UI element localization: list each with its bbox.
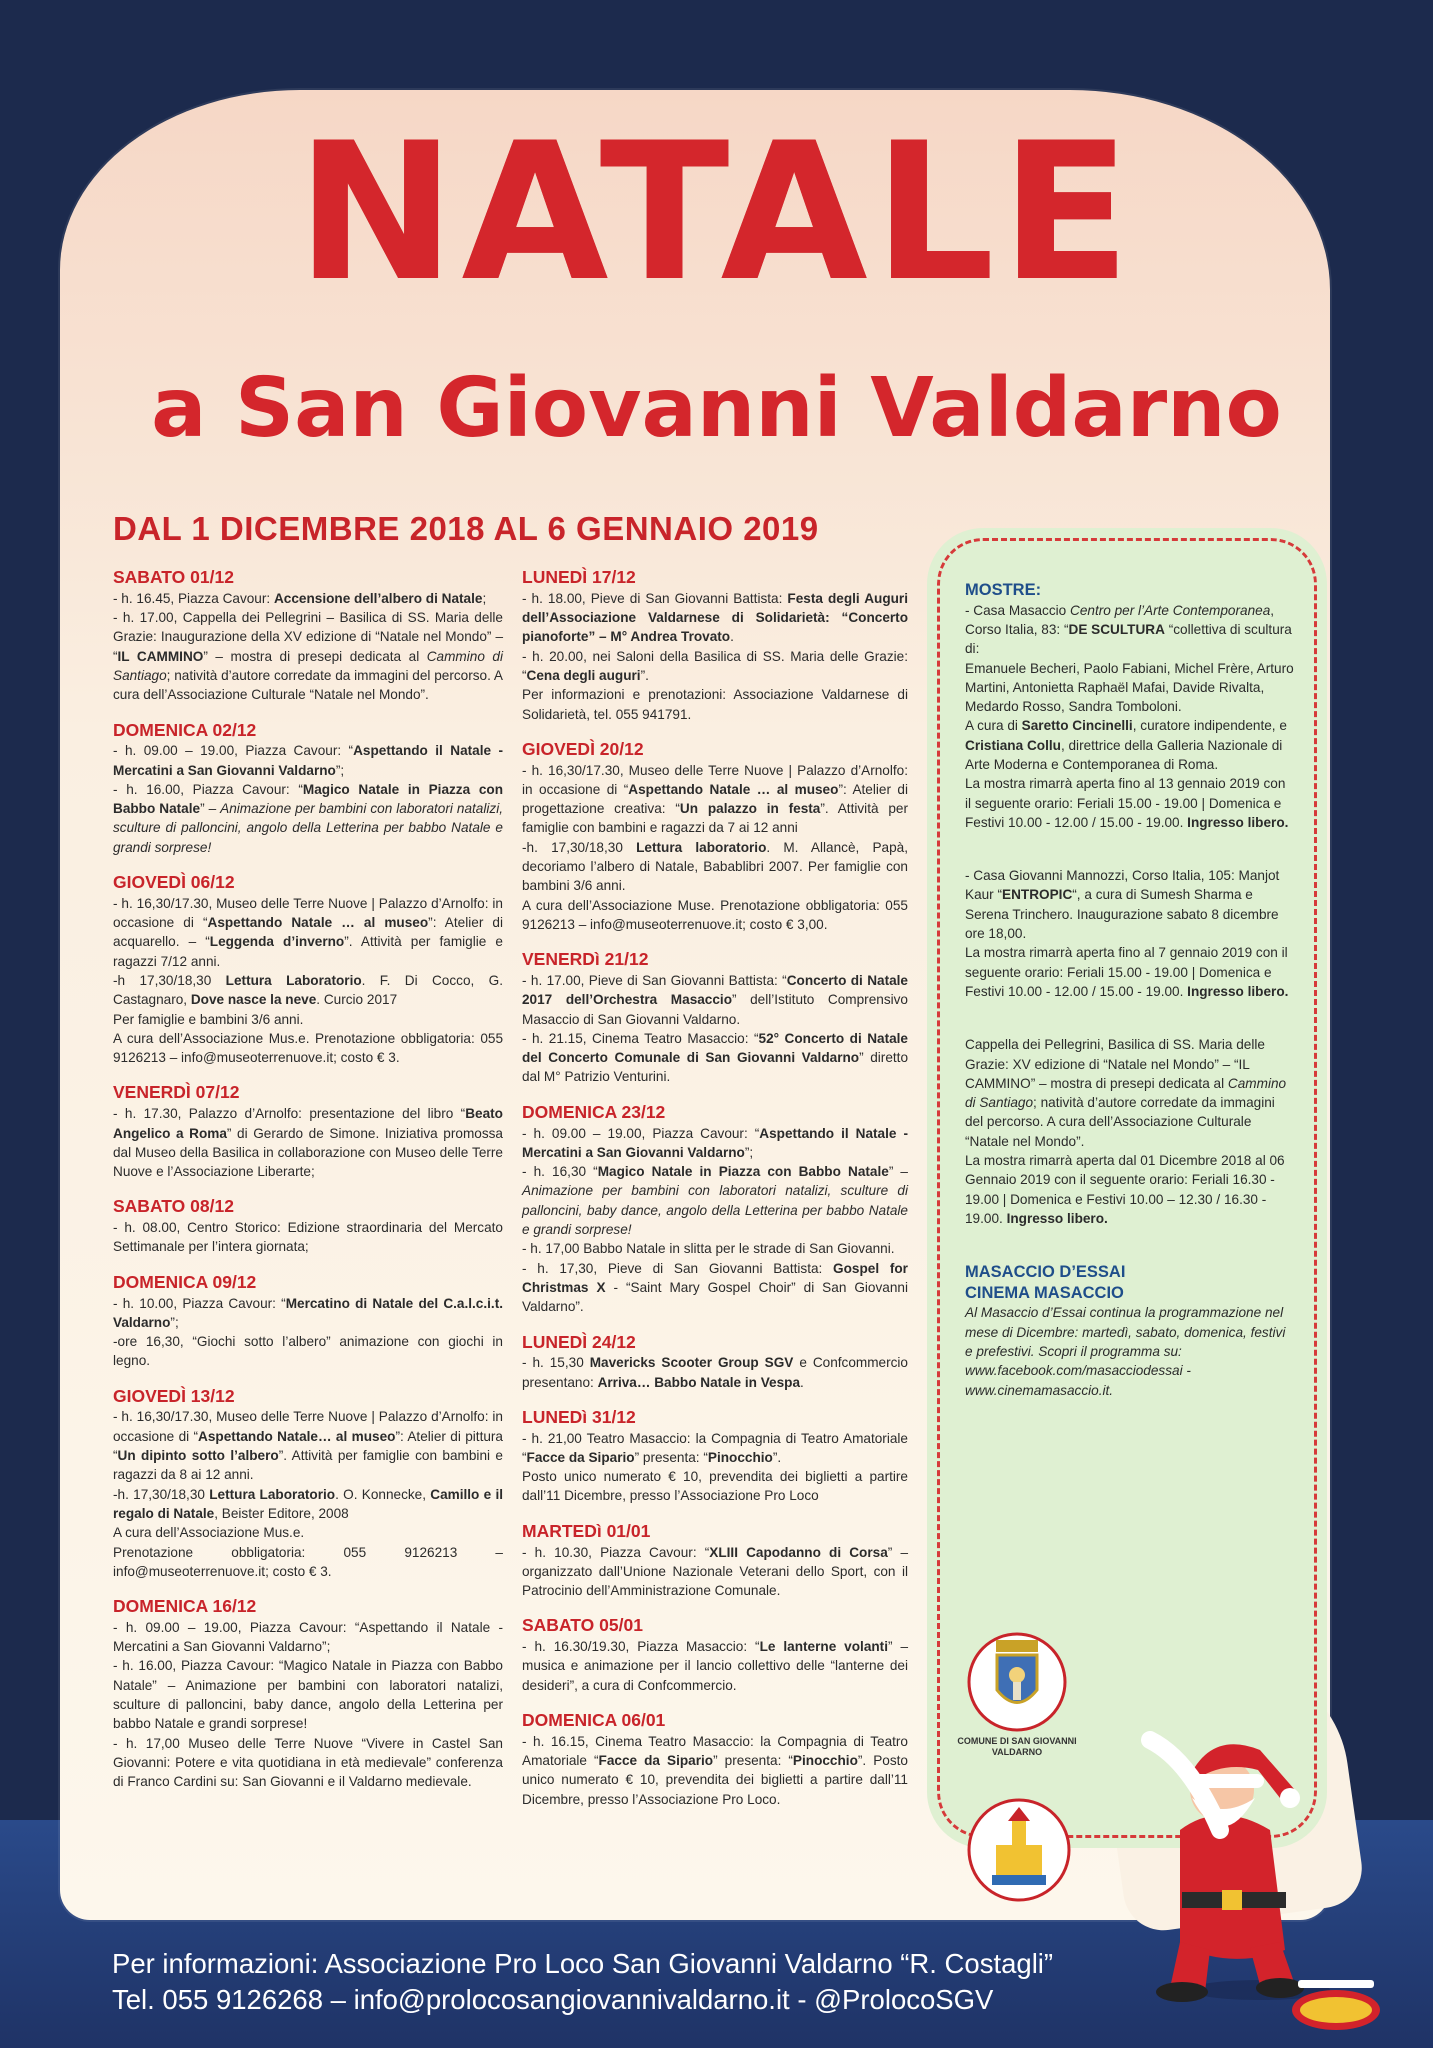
event-item — [522, 948, 908, 1087]
event-item — [113, 1081, 503, 1181]
event-date: DOMENICA 02/12 — [113, 719, 257, 740]
event-item — [522, 1520, 908, 1601]
event-date: LUNEDÌ 17/12 — [522, 567, 636, 587]
event-item — [113, 566, 503, 705]
event-description: - h. 16,30/17.30, Museo delle Terre Nuove | Palazzo d’Arnolfo: in occasione di “Aspettando Natale … al museo”: Atelier di progettazione creativa: “Un palazzo in festa”. Attività per famiglie con bambini e ragazzi da 7 ai 12 anni — [522, 762, 909, 836]
event-date: LUNEDÌ 24/12 — [522, 1331, 636, 1352]
event-description: - h. 17.00, Pieve di San Giovanni Battista: “Concerto di Natale 2017 dell’Orchestra Masaccio” dell’Istituto Comprensivo Masaccio di San Giovanni Valdarno. — [522, 973, 908, 1027]
event-item — [522, 566, 908, 724]
events-column-right — [522, 566, 908, 1823]
event-item — [113, 871, 503, 1067]
exhibition-text: Cappella dei Pellegrini, Basilica di SS. Maria delle Grazie: XV edizione di “Natale nel Mondo” – “IL CAMMINO” – mostra di presepi dedicata al Cammino di Santiago; natività d’autore corredate da immagini del percorso. A cura dell’Associazione Culturale “Natale nel Mondo”. La mostra rimarrà aperta dal 01 Dicembre 2018 al 06 Gennaio 2019 con il seguente orario: Feriali 16.30 - 19.00 | Domenica e Festivi 10.00 – 12.30 / 16.30 - 19.00. Ingresso libero. — [965, 1037, 1287, 1226]
event-date: SABATO 01/12 — [113, 567, 234, 587]
event-item — [113, 1595, 503, 1791]
exhibition-block — [965, 580, 1295, 832]
footer-line-2: Tel. 055 9126268 – info@prolocosangiovannivaldarno.it - @ProlocoSGV — [112, 1984, 994, 2016]
event-description: -h. 17,30/18,30 Lettura Laboratorio. O. Konnecke, Camillo e il regalo di Natale, Beister Editore, 2008 — [113, 1486, 504, 1521]
event-description: - h. 09.00 – 19.00, Piazza Cavour: “Aspettando il Natale - Mercatini a San Giovanni Valdarno”; — [522, 1125, 908, 1160]
exhibition-block — [965, 866, 1295, 1001]
event-date: LUNEDì 31/12 — [522, 1406, 636, 1427]
event-item — [522, 1406, 908, 1506]
proloco-logo-icon — [966, 1797, 1072, 1903]
footer-line-1: Per informazioni: Associazione Pro Loco San Giovanni Valdarno “R. Costagli” — [112, 1948, 1054, 1979]
event-description: - h. 18.00, Pieve di San Giovanni Battista: Festa degli Auguri dell’Associazione Valdarnese di Solidarietà: “Concerto pianoforte” – M° Andrea Trovato. — [522, 590, 908, 645]
event-description: - h. 09.00 – 19.00, Piazza Cavour: “Aspettando il Natale - Mercatini a San Giovanni Valdarno”; — [113, 743, 503, 778]
event-item — [113, 719, 503, 858]
event-item — [522, 738, 908, 934]
page-subtitle: a San Giovanni Valdarno — [151, 361, 1282, 456]
event-description: Prenotazione obbligatoria: 055 9126213 – info@museoterrenuove.it; costo € 3. — [113, 1544, 503, 1579]
date-range: DAL 1 DICEMBRE 2018 AL 6 GENNAIO 2019 — [113, 510, 819, 547]
event-item — [113, 1385, 503, 1581]
exhibition-text: - Casa Giovanni Mannozzi, Corso Italia, 105: Manjot Kaur “ENTROPIC“, a cura di Sumesh Sharma e Serena Trinchero. Inaugurazione sabato 8 dicembre ore 18,00. La mostra rimarrà aperta fino al 7 gennaio 2019 con il seguente orario: Feriali 15.00 - 19.00 | Domenica e Festivi 10.00 - 12.00 / 15.00 - 19.00. Ingresso libero. — [965, 868, 1289, 999]
printer-logo-icon — [1288, 1978, 1384, 2036]
event-description: - h. 15,30 Mavericks Scooter Group SGV e Confcommercio presentano: Arriva… Babbo Natale in Vespa. — [522, 1355, 908, 1390]
event-date: VENERDÌ 07/12 — [113, 1082, 240, 1103]
event-description: - h. 16.00, Piazza Cavour: “Magico Natale in Piazza con Babbo Natale” – Animazione per bambini con laboratori natalizi, sculture di palloncini, baby dance, angolo della Letterina per babbo Natale e grandi sorprese! — [113, 1658, 503, 1732]
exhibition-text: - Casa Masaccio Centro per l’Arte Contemporanea, Corso Italia, 83: “DE SCULTURA “collettiva di scultura di: Emanuele Becheri, Paolo Fabiani, Michel Frère, Arturo Martini, Antonietta Raphaël Mafai, Davide Rivalta, Medardo Rosso, Sandra Tomboloni. A cura di Saretto Cincinelli, curatore indipendente, e Cristiana Collu, direttrice della Galleria Nazionale di Arte Moderna e Contemporanea di Roma. La mostra rimarrà aperta fino al 13 gennaio 2019 con il seguente orario: Feriali 15.00 - 19.00 | Domenica e Festivi 10.00 - 12.00 / 15.00 - 19.00. Ingresso libero. — [965, 602, 1294, 830]
event-item — [522, 1709, 908, 1809]
event-description: - h. 16.15, Cinema Teatro Masaccio: la Compagnia di Teatro Amatoriale “Facce da Sipario” presenta: “Pinocchio”. Posto unico numerato € 10, prevendita dei biglietti a partire dall’11 Dicembre, presso l’Associazione Pro Loco. — [522, 1733, 908, 1807]
page-title: NATALE — [296, 102, 1137, 323]
event-item — [113, 1195, 503, 1256]
event-description: Posto unico numerato € 10, prevendita dei biglietti a partire dall’11 Dicembre, presso l’Associazione Pro Loco — [522, 1469, 908, 1504]
event-date: DOMENICA 06/01 — [522, 1710, 666, 1731]
event-description: - h. 17.30, Palazzo d’Arnolfo: presentazione del libro “Beato Angelico a Roma” di Gerardo de Simone. Iniziativa promossa dal Museo della Basilica in collaborazione con Museo delle Terre Nuove e l’Associazione Liberarte; — [113, 1106, 503, 1180]
event-description: A cura dell’Associazione Muse. Prenotazione obbligatoria: 055 9126213 – info@museoterrenuove.it; costo € 3,00. — [522, 897, 908, 932]
events-column-left — [113, 566, 503, 1806]
event-description: Per informazioni e prenotazioni: Associazione Valdarnese di Solidarietà, tel. 055 941791. — [522, 687, 908, 722]
crest-label: COMUNE DI SAN GIOVANNI VALDARNO — [957, 1736, 1077, 1757]
event-description: - h. 21.15, Cinema Teatro Masaccio: “52° Concerto di Natale del Concerto Comunale di San Giovanni Valdarno” diretto dal M° Patrizio Venturini. — [522, 1030, 908, 1085]
cinema-text: Al Masaccio d’Essai continua la programmazione nel mese di Dicembre: martedì, sabato, domenica, festivi e prefestivi. Scopri il programma su: www.facebook.com/masacciodessai - www.cinemamasaccio.it. — [965, 1305, 1286, 1398]
event-item — [113, 1271, 503, 1371]
event-description: - h. 17.00, Cappella dei Pellegrini – Basilica di SS. Maria delle Grazie: Inaugurazione della XV edizione di “Natale nel Mondo” – “IL CAMMINO” – mostra di presepi dedicata al Cammino di Santiago; natività d’autore corredate da immagini del percorso. A cura dell’Associazione Culturale “Natale nel Mondo”. — [113, 610, 503, 703]
event-date: GIOVEDÌ 13/12 — [113, 1385, 235, 1406]
event-date: MARTEDì 01/01 — [522, 1520, 651, 1541]
event-description: - h. 10.00, Piazza Cavour: “Mercatino di Natale del C.a.l.c.i.t. Valdarno”; — [113, 1295, 504, 1330]
event-description: - h. 16,30/17.30, Museo delle Terre Nuove | Palazzo d’Arnolfo: in occasione di “Aspettando Natale … al museo”: Atelier di acquarello. – “Leggenda d’inverno”. Attività per famiglie e ragazzi 7/12 anni. — [113, 895, 504, 969]
event-description: - h. 21,00 Teatro Masaccio: la Compagnia di Teatro Amatoriale “Facce da Sipario” presenta: “Pinocchio”. — [522, 1430, 908, 1465]
event-description: -h 17,30/18,30 Lettura Laboratorio. F. Di Cocco, G. Castagnaro, Dove nasce la neve. Curcio 2017 — [113, 973, 504, 1008]
event-description: - h. 10.30, Piazza Cavour: “XLIII Capodanno di Corsa” – organizzato dall’Unione Nazionale Veterani dello Sport, con il Patrocinio dell’Amministrazione Comunale. — [522, 1544, 909, 1599]
event-description: A cura dell’Associazione Mus.e. Prenotazione obbligatoria: 055 9126213 – info@museoterrenuove.it; costo € 3. — [113, 1030, 503, 1066]
event-date: DOMENICA 09/12 — [113, 1271, 257, 1292]
event-description: - h. 16,30/17.30, Museo delle Terre Nuove | Palazzo d’Arnolfo: in occasione di “Aspettando Natale… al museo”: Atelier di pittura “Un dipinto sotto l’albero”. Attività per famiglie con bambini e ragazzi da 8 ai 12 anni. — [113, 1409, 503, 1483]
event-date: VENERDì 21/12 — [522, 949, 649, 970]
event-item — [522, 1101, 908, 1317]
event-item — [522, 1331, 908, 1392]
event-description: -ore 16,30, “Giochi sotto l’albero” animazione con giochi in legno. — [113, 1334, 503, 1369]
event-description: - h. 16.45, Piazza Cavour: Accensione dell’albero di Natale; — [113, 590, 487, 606]
exhibition-block — [965, 1035, 1295, 1228]
event-description: - h. 16.30/19.30, Piazza Masaccio: “Le lanterne volanti” – musica e animazione per il lancio collettivo delle “lanterne dei desideri”, a cura di Confcommercio. — [522, 1639, 909, 1693]
exhibitions-heading: MOSTRE: — [965, 581, 1042, 599]
event-date: SABATO 05/01 — [522, 1615, 643, 1636]
event-description: - h. 08.00, Centro Storico: Edizione straordinaria del Mercato Settimanale per l’intera giornata; — [113, 1220, 503, 1255]
event-description: Per famiglie e bambini 3/6 anni. — [113, 1011, 304, 1027]
event-description: - h. 16,30 “Magico Natale in Piazza con Babbo Natale” – Animazione per bambini con laboratori natalizi, sculture di palloncini, baby dance, angolo della Letterina per babbo Natale e grandi sorprese! — [522, 1164, 908, 1238]
event-item — [522, 1614, 908, 1695]
event-description: - h. 20.00, nei Saloni della Basilica di SS. Maria delle Grazie: “Cena degli auguri”. — [522, 648, 908, 683]
event-description: - h. 17,30, Pieve di San Giovanni Battista: Gospel for Christmas X - “Saint Mary Gospel Choir” di San Giovanni Valdarno”. — [522, 1260, 908, 1315]
event-date: DOMENICA 23/12 — [522, 1101, 666, 1122]
footer-info — [112, 1946, 1312, 2019]
event-description: - h. 16.00, Piazza Cavour: “Magico Natale in Piazza con Babbo Natale” – Animazione per bambini con laboratori natalizi, sculture di palloncini, angolo della Letterina per babbo Natale e grandi sorprese! — [113, 781, 503, 855]
exhibitions-content — [965, 580, 1295, 1434]
cinema-block — [965, 1262, 1295, 1400]
event-date: GIOVEDÌ 20/12 — [522, 738, 644, 759]
event-description: - h. 17,00 Museo delle Terre Nuove “Vivere in Castel San Giovanni: Potere e vita quotidiana in età medievale” conferenza di Franco Cardini su: San Giovanni e il Valdarno medievale. — [113, 1735, 503, 1790]
event-description: - h. 09.00 – 19.00, Piazza Cavour: “Aspettando il Natale - Mercatini a San Giovanni Valdarno”; — [113, 1619, 503, 1655]
event-date: SABATO 08/12 — [113, 1196, 234, 1217]
event-description: A cura dell’Associazione Mus.e. — [113, 1525, 305, 1541]
event-date: DOMENICA 16/12 — [113, 1596, 257, 1617]
event-description: - h. 17,00 Babbo Natale in slitta per le strade di San Giovanni. — [522, 1241, 895, 1257]
cinema-heading: MASACCIO D’ESSAI CINEMA MASACCIO — [965, 1263, 1126, 1302]
event-description: -h. 17,30/18,30 Lettura laboratorio. M. Allancè, Papà, decoriamo l’albero di Natale, Babablibri 2007. Per famiglie con bambini 3/6 anni. — [522, 839, 909, 894]
event-date: GIOVEDÌ 06/12 — [113, 872, 235, 893]
